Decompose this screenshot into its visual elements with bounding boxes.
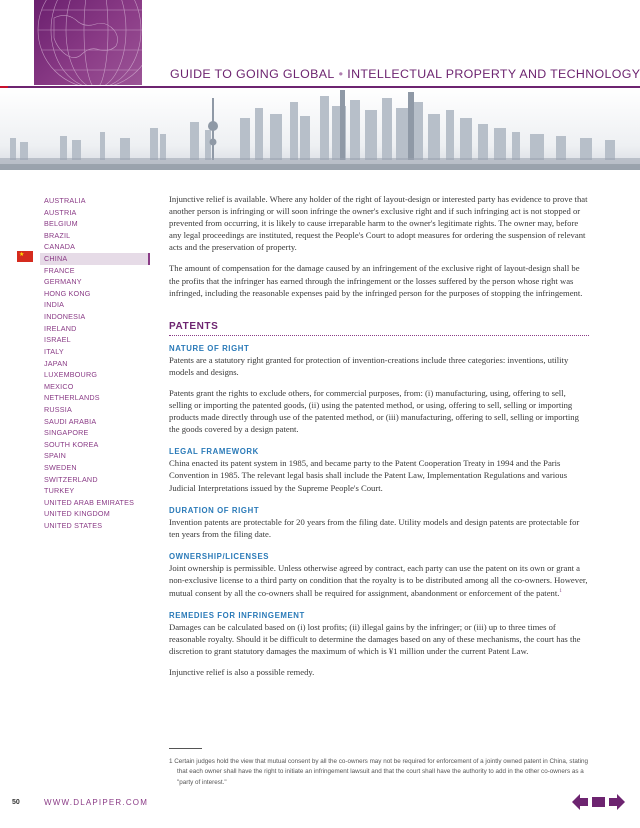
ownership-heading: OWNERSHIP/LICENSES: [169, 551, 270, 561]
sidebar-item-ireland[interactable]: IRELAND: [44, 323, 77, 333]
sidebar-item-sweden[interactable]: SWEDEN: [44, 463, 77, 473]
paragraph-compensation: The amount of compensation for the damage caused by an infringement of the exclusive right of layout-design shall be the profits that the infringer has earned through the infringement or the losses suffered by the person whose right was infringed, including the reasonable expenses paid by the infringed person for the purposes of stopping the infringement.: [169, 263, 583, 298]
nature-paragraph-2: Patents grant the rights to exclude others, for commercial purposes, from: (i) manufacturing, using, offering to sell, selling or importing the patented goods, (ii) using the patented method, or using, offering to sell, selling or importing products made directly through use of the patented method, or (iii) manufacturing, offering to sell, selling or importing the goods covered by a design patent.: [169, 387, 579, 435]
section-title: INTELLECTUAL PROPERTY AND TECHNOLOGY: [347, 67, 640, 81]
flag-star: ★: [19, 252, 25, 258]
title-separator: •: [338, 67, 344, 81]
legal-framework-paragraph: China enacted its patent system in 1985, and became party to the Patent Cooperation Treaty in 1994 and the Paris Convention in 1985. The relevant legal basis shall include the Patent Law, Implementation Regulations and various Judicial Interpretations issued by the Supreme People's Court.: [169, 458, 568, 493]
sidebar-item-india[interactable]: INDIA: [44, 300, 65, 310]
sidebar-item-israel[interactable]: ISRAEL: [44, 335, 71, 345]
sidebar-item-netherlands[interactable]: NETHERLANDS: [44, 393, 100, 403]
website-link[interactable]: WWW.DLAPIPER.COM: [44, 798, 149, 807]
nature-of-right-heading: NATURE OF RIGHT: [169, 343, 250, 353]
page-number: 50: [12, 799, 20, 806]
duration-paragraph: Invention patents are protectable for 20 years from the filing date. Utility models and design patents are protectable for ten years from the filing date.: [169, 516, 580, 539]
sidebar-item-brazil[interactable]: BRAZIL: [44, 230, 71, 240]
sidebar-item-indonesia[interactable]: INDONESIA: [44, 312, 86, 322]
sidebar-item-japan[interactable]: JAPAN: [44, 358, 68, 368]
sidebar-item-belgium[interactable]: BELGIUM: [44, 219, 78, 229]
contents-icon[interactable]: [591, 793, 606, 811]
remedies-heading: REMEDIES FOR INFRINGEMENT: [169, 610, 305, 620]
sidebar-item-singapore[interactable]: SINGAPORE: [44, 428, 89, 438]
sidebar-item-united-states[interactable]: UNITED STATES: [44, 521, 103, 531]
main-content: [169, 193, 589, 678]
sidebar-item-austria[interactable]: AUSTRIA: [44, 207, 77, 217]
country-sidebar: [44, 195, 154, 532]
sidebar-item-mexico[interactable]: MEXICO: [44, 381, 74, 391]
globe-graphic: [34, 0, 142, 85]
nature-paragraph-1: Patents are a statutory right granted for protection of invention-creations include three categories: inventions, utility models and designs.: [169, 354, 569, 377]
sidebar-item-saudi-arabia[interactable]: SAUDI ARABIA: [44, 416, 97, 426]
footnote-rule: [169, 748, 202, 749]
sidebar-item-spain[interactable]: SPAIN: [44, 451, 67, 461]
sidebar-item-south-korea[interactable]: SOUTH KOREA: [44, 439, 99, 449]
sidebar-item-australia[interactable]: AUSTRALIA: [44, 196, 86, 205]
sidebar-item-china[interactable]: CHINA: [40, 253, 150, 265]
sidebar-item-united-arab-emirates[interactable]: UNITED ARAB EMIRATES: [44, 497, 135, 507]
ownership-text: Joint ownership is permissible. Unless otherwise agreed by contract, each party can use the patent on its own or grant a non-exclusive license to a third party on condition that the royalty is to be distributed among all the co-owners. However, mutual consent by all the co-owners shall be required for assignment, abandonment or enforcement of the patent.: [169, 562, 588, 598]
patents-heading: PATENTS: [169, 321, 589, 336]
sidebar-item-turkey[interactable]: TURKEY: [44, 486, 75, 496]
sidebar-item-france[interactable]: FRANCE: [44, 265, 75, 275]
china-flag-icon: [17, 251, 33, 262]
sidebar-item-luxembourg[interactable]: LUXEMBOURG: [44, 370, 98, 380]
next-page-icon[interactable]: [608, 793, 626, 811]
remedies-paragraph-2: Injunctive relief is also a possible remedy.: [169, 667, 315, 678]
shanghai-skyline-image: [0, 88, 640, 170]
page-navigation: [571, 793, 627, 811]
footnote: [169, 757, 589, 788]
sidebar-item-germany[interactable]: GERMANY: [44, 277, 82, 287]
previous-page-icon[interactable]: [571, 793, 589, 811]
ownership-paragraph: [169, 562, 589, 599]
paragraph-injunctive-relief: Injunctive relief is available. Where any holder of the right of layout-design or interested party has evidence to prove that another person is infringing or will soon infringe the owner's exclusive right and if such infringing act is not stopped or prevented from occurring, it is likely to cause irreparable harm to the owner's legitimate rights. The owner may, before any legal proceedings are instituted, request the People's Court to adopt measures for ordering the suspension of relevant acts and the preservation of property.: [169, 194, 588, 253]
page-title: [170, 67, 640, 81]
guide-title: GUIDE TO GOING GLOBAL: [170, 67, 335, 81]
sidebar-item-switzerland[interactable]: SWITZERLAND: [44, 474, 98, 484]
sidebar-item-italy[interactable]: ITALY: [44, 346, 64, 356]
sidebar-item-russia[interactable]: RUSSIA: [44, 404, 72, 414]
duration-heading: DURATION OF RIGHT: [169, 505, 260, 515]
globe-lines-icon: [34, 0, 142, 85]
sidebar-item-canada[interactable]: CANADA: [44, 242, 76, 252]
sidebar-item-united-kingdom[interactable]: UNITED KINGDOM: [44, 509, 110, 519]
sidebar-item-hong-kong[interactable]: HONG KONG: [44, 288, 91, 298]
footnote-ref[interactable]: 1: [559, 588, 562, 594]
legal-framework-heading: LEGAL FRAMEWORK: [169, 447, 259, 457]
footnote-text: 1 Certain judges hold the view that mutual consent by all the co-owners may not be required for enforcement of a jointly owned patent in China, stating that each owner shall have the right to initiate an infringement lawsuit and that the court shall have the authority to add in the other co-owners as a "party of interest.": [169, 758, 588, 786]
remedies-paragraph-1: Damages can be calculated based on (i) lost profits; (ii) illegal gains by the infringer; or (iii) up to three times of reasonable royalty. Should it be difficult to determine the damages based on any of these mechanisms, the court has the discretion to grant statutory damages the maximum of which is ¥1 million under the current Patent Law.: [169, 621, 581, 657]
